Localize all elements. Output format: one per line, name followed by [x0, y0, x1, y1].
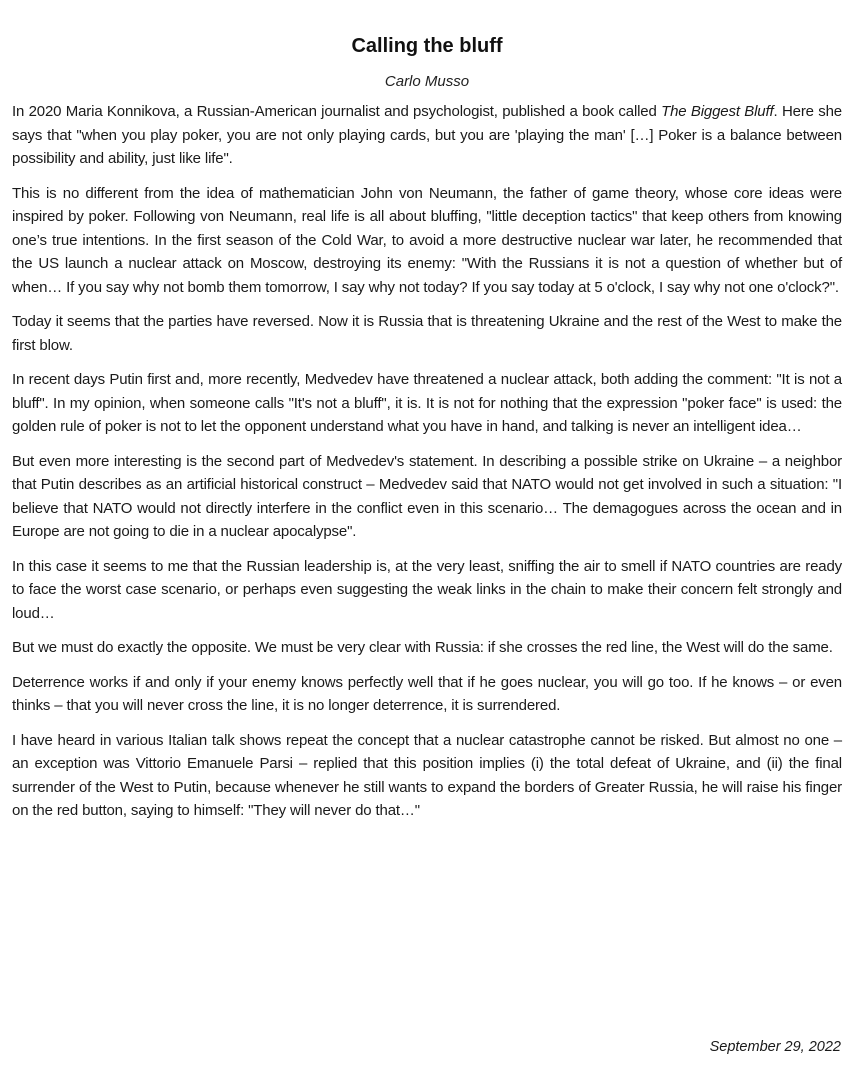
- paragraph-4: In recent days Putin first and, more recently, Medvedev have threatened a nuclear attack, both adding the comment: "It is not a bluff". In my opinion, when someone calls "It's not a bluff", it is. It is not for nothing that the expression "poker face" is used: the golden rule of poker is not to let the opponent understand what you have in hand, and talking is never an intelligent idea…: [12, 371, 842, 435]
- book-title: The Biggest Bluff: [661, 103, 774, 120]
- article-date: September 29, 2022: [709, 1039, 841, 1055]
- paragraph-9: I have heard in various Italian talk shows repeat the concept that a nuclear catastrophe cannot be risked. But almost no one – an exception was Vittorio Emanuele Parsi – replied that this position implies (i) the total defeat of Ukraine, and (ii) the final surrender of the West to Putin, because whenever he still wants to expand the borders of Greater Russia, he will raise his finger on the red button, saying to himself: "They will never do that…": [12, 731, 842, 819]
- article-title: Calling the bluff: [351, 35, 503, 57]
- paragraph-5: But even more interesting is the second part of Medvedev's statement. In describing a possible strike on Ukraine – a neighbor that Putin describes as an artificial historical construct – Medvedev said that NATO would not get involved in such a situation: "I believe that NATO would not directly interfere in the conflict even in this scenario… The demagogues across the ocean and in Europe are not going to die in a nuclear apocalypse".: [12, 452, 842, 540]
- paragraph-1-rest: . Here she says that "when you play poker, you are not only playing cards, but you are 'playing the man' […] Poker is a balance between possibility and ability, just like life".: [12, 103, 842, 167]
- paragraph-8: Deterrence works if and only if your enemy knows perfectly well that if he goes nuclear, you will go too. If he knows – or even thinks – that you will never cross the line, it is no longer deterrence, it is surrendered.: [12, 673, 842, 714]
- paragraph-6: In this case it seems to me that the Russian leadership is, at the very least, sniffing the air to smell if NATO countries are ready to face the worst case scenario, or perhaps even suggesting the weak links in the chain to make their concern felt strongly and loud…: [12, 557, 842, 622]
- paragraph-1: [12, 100, 842, 171]
- article-author: Carlo Musso: [384, 73, 470, 90]
- paragraph-2: This is no different from the idea of mathematician John von Neumann, the father of game theory, whose core ideas were inspired by poker. Following von Neumann, real life is all about bluffing, "little deception tactics" that keep others from knowing one’s true intentions. In the first season of the Cold War, to avoid a more destructive nuclear war later, he recommended that the US launch a nuclear attack on Moscow, destroying its enemy: "With the Russians it is not a question of whether but of when… If you say why not bomb them tomorrow, I say why not today? If you say today at 5 o'clock, I say why not one o'clock?".: [12, 184, 842, 296]
- paragraph-7: But we must do exactly the opposite. We must be very clear with Russia: if she crosses the red line, the West will do the same.: [12, 639, 833, 656]
- paragraph-3: Today it seems that the parties have reversed. Now it is Russia that is threatening Ukraine and the rest of the West to make the first blow.: [12, 313, 842, 354]
- paragraph-1-intro: In 2020 Maria Konnikova, a Russian-American journalist and psychologist, published a book called: [12, 103, 662, 120]
